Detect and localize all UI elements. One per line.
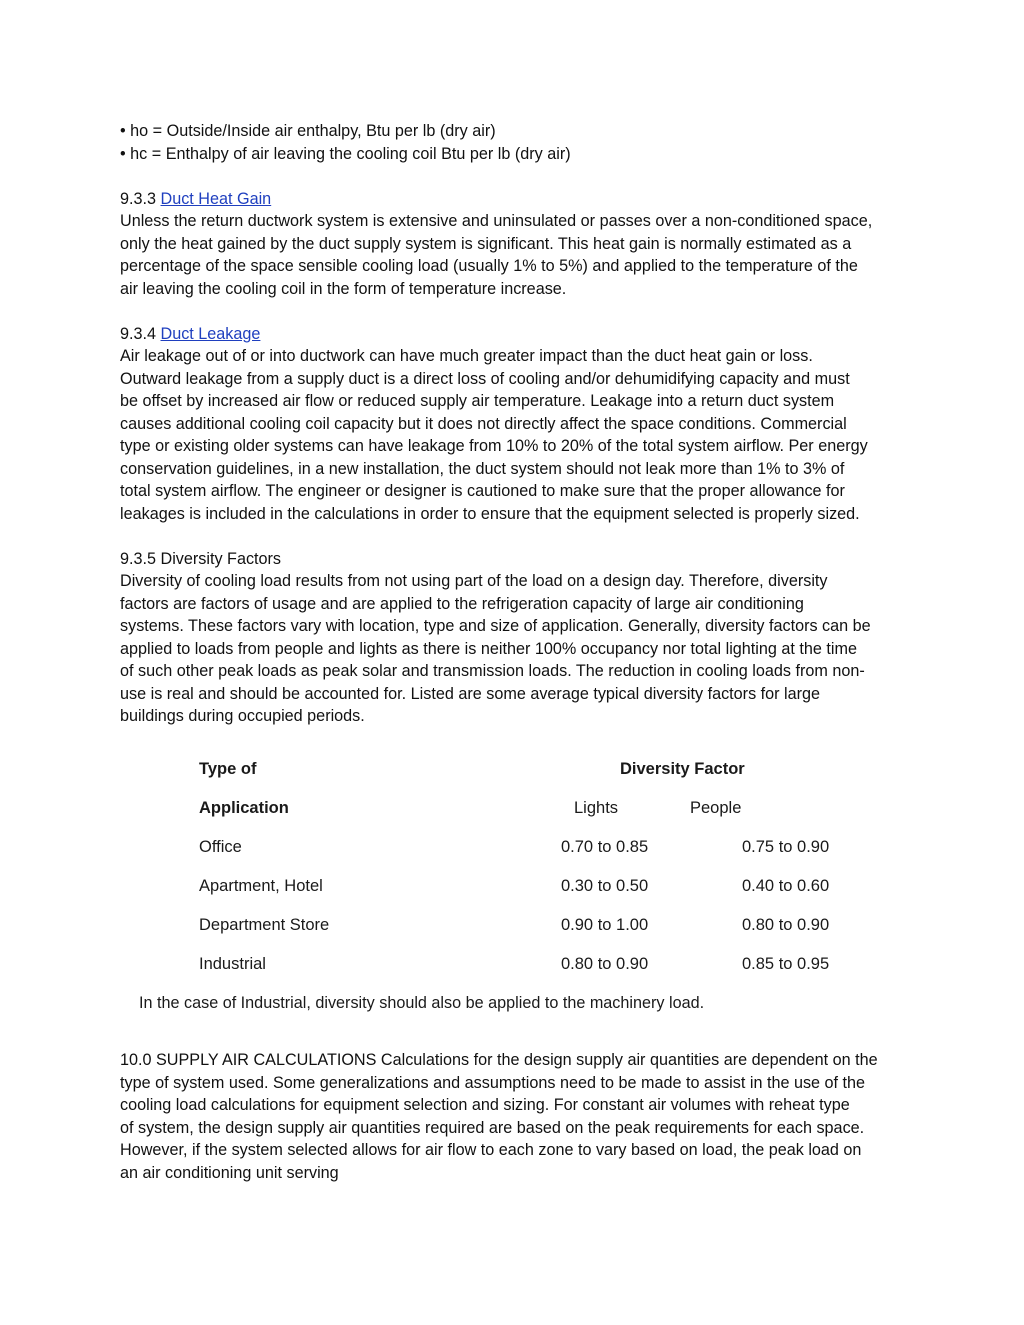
section-diversity-factors — [120, 548, 910, 728]
paragraph-line: leakages is included in the calculations in order to ensure that the equipment selected is properly sized. — [120, 504, 860, 523]
table-row-application: Department Store — [199, 916, 330, 934]
table-row-people: 0.75 to 0.90 — [742, 838, 830, 856]
paragraph-line: type or existing older systems can have leakage from 10% to 20% of the total system airflow. Per energy — [120, 437, 868, 455]
paragraph-line: factors are factors of usage and are applied to the refrigeration capacity of large air conditioning — [120, 594, 804, 613]
paragraph-line: of such other peak loads as peak solar and transmission loads. The reduction in cooling loads from non- — [120, 662, 865, 680]
paragraph-line: only the heat gained by the duct supply system is significant. This heat gain is normally estimated as a — [120, 234, 852, 253]
section-number: 9.3.3 — [120, 189, 161, 208]
table-row-people: 0.40 to 0.60 — [742, 877, 830, 895]
header-diversity-factor: Diversity Factor — [620, 760, 745, 778]
duct-leakage-link[interactable]: Duct Leakage — [160, 324, 261, 343]
header-people: People — [690, 799, 742, 817]
paragraph-line: buildings during occupied periods. — [120, 707, 365, 725]
table-row-application: Apartment, Hotel — [199, 877, 323, 895]
table-note: In the case of Industrial, diversity should also be applied to the machinery load. — [139, 994, 705, 1012]
table-row-people: 0.80 to 0.90 — [742, 916, 830, 934]
paragraph-line: percentage of the space sensible cooling load (usually 1% to 5%) and applied to the temperature of the — [120, 257, 858, 275]
header-application: Application — [199, 799, 289, 817]
table-row-lights: 0.90 to 1.00 — [561, 916, 649, 934]
paragraph-line: cooling load calculations for equipment selection and sizing. For constant air volumes with reheat type — [120, 1096, 850, 1114]
section-heading — [120, 188, 910, 211]
paragraph-line: applied to loads from people and lights as there is neither 100% occupancy nor total lighting at the time — [120, 639, 857, 658]
section-heading — [120, 323, 910, 346]
table-row-application: Industrial — [199, 955, 266, 973]
duct-heat-gain-link[interactable]: Duct Heat Gain — [160, 189, 272, 208]
paragraph-line: conservation guidelines, in a new installation, the duct system should not leak more than 1% to 3% of — [120, 459, 845, 478]
bullet-ho: • ho = Outside/Inside air enthalpy, Btu per lb (dry air) — [120, 122, 496, 140]
table-row-application: Office — [199, 838, 242, 856]
paragraph-line: However, if the system selected allows for air flow to each zone to vary based on load, the peak load on — [120, 1141, 862, 1159]
paragraph-line: use is real and should be accounted for. Listed are some average typical diversity factors for large — [120, 684, 821, 703]
section-supply-air-calculations — [120, 1049, 910, 1184]
bullet-hc: • hc = Enthalpy of air leaving the cooling coil Btu per lb (dry air) — [120, 144, 571, 163]
paragraph-line: Diversity of cooling load results from not using part of the load on a design day. Therefore, diversity — [120, 572, 828, 590]
paragraph-line: causes additional cooling coil capacity but it does not directly affect the space conditions. Commercial — [120, 414, 847, 433]
paragraph-line: Unless the return ductwork system is extensive and uninsulated or passes over a non-conditioned space, — [120, 212, 873, 230]
paragraph-line: air leaving the cooling coil in the form of temperature increase. — [120, 279, 567, 298]
paragraph-line: total system airflow. The engineer or designer is cautioned to make sure that the proper allowance for — [120, 482, 845, 500]
paragraph-line: an air conditioning unit serving — [120, 1163, 339, 1182]
paragraph-line: Air leakage out of or into ductwork can have much greater impact than the duct heat gain or loss. — [120, 347, 813, 365]
section-duct-leakage — [120, 323, 910, 526]
paragraph-line: systems. These factors vary with location, type and size of application. Generally, diversity factors can be — [120, 617, 871, 635]
table-row-people: 0.85 to 0.95 — [742, 955, 830, 973]
header-type-of: Type of — [199, 760, 257, 778]
paragraph-line: 10.0 SUPPLY AIR CALCULATIONS Calculations for the design supply air quantities are dependent on the — [120, 1051, 878, 1069]
table-row-lights: 0.70 to 0.85 — [561, 838, 649, 856]
paragraph-line: Outward leakage from a supply duct is a direct loss of cooling and/or dehumidifying capacity and must — [120, 369, 850, 388]
section-heading: 9.3.5 Diversity Factors — [120, 549, 282, 568]
table-row-lights: 0.30 to 0.50 — [561, 877, 649, 895]
paragraph-line: type of system used. Some generalizations and assumptions need to be made to assist in the use of the — [120, 1073, 866, 1092]
header-lights: Lights — [574, 799, 619, 817]
section-duct-heat-gain — [120, 188, 910, 301]
table-row-lights: 0.80 to 0.90 — [561, 955, 649, 973]
paragraph-line: of system, the design supply air quantities required are based on the peak requirements for each space. — [120, 1118, 865, 1137]
section-number: 9.3.4 — [120, 324, 161, 343]
document-body — [120, 120, 910, 728]
paragraph-line: be offset by increased air flow or reduced supply air temperature. Leakage into a return duct system — [120, 392, 835, 410]
